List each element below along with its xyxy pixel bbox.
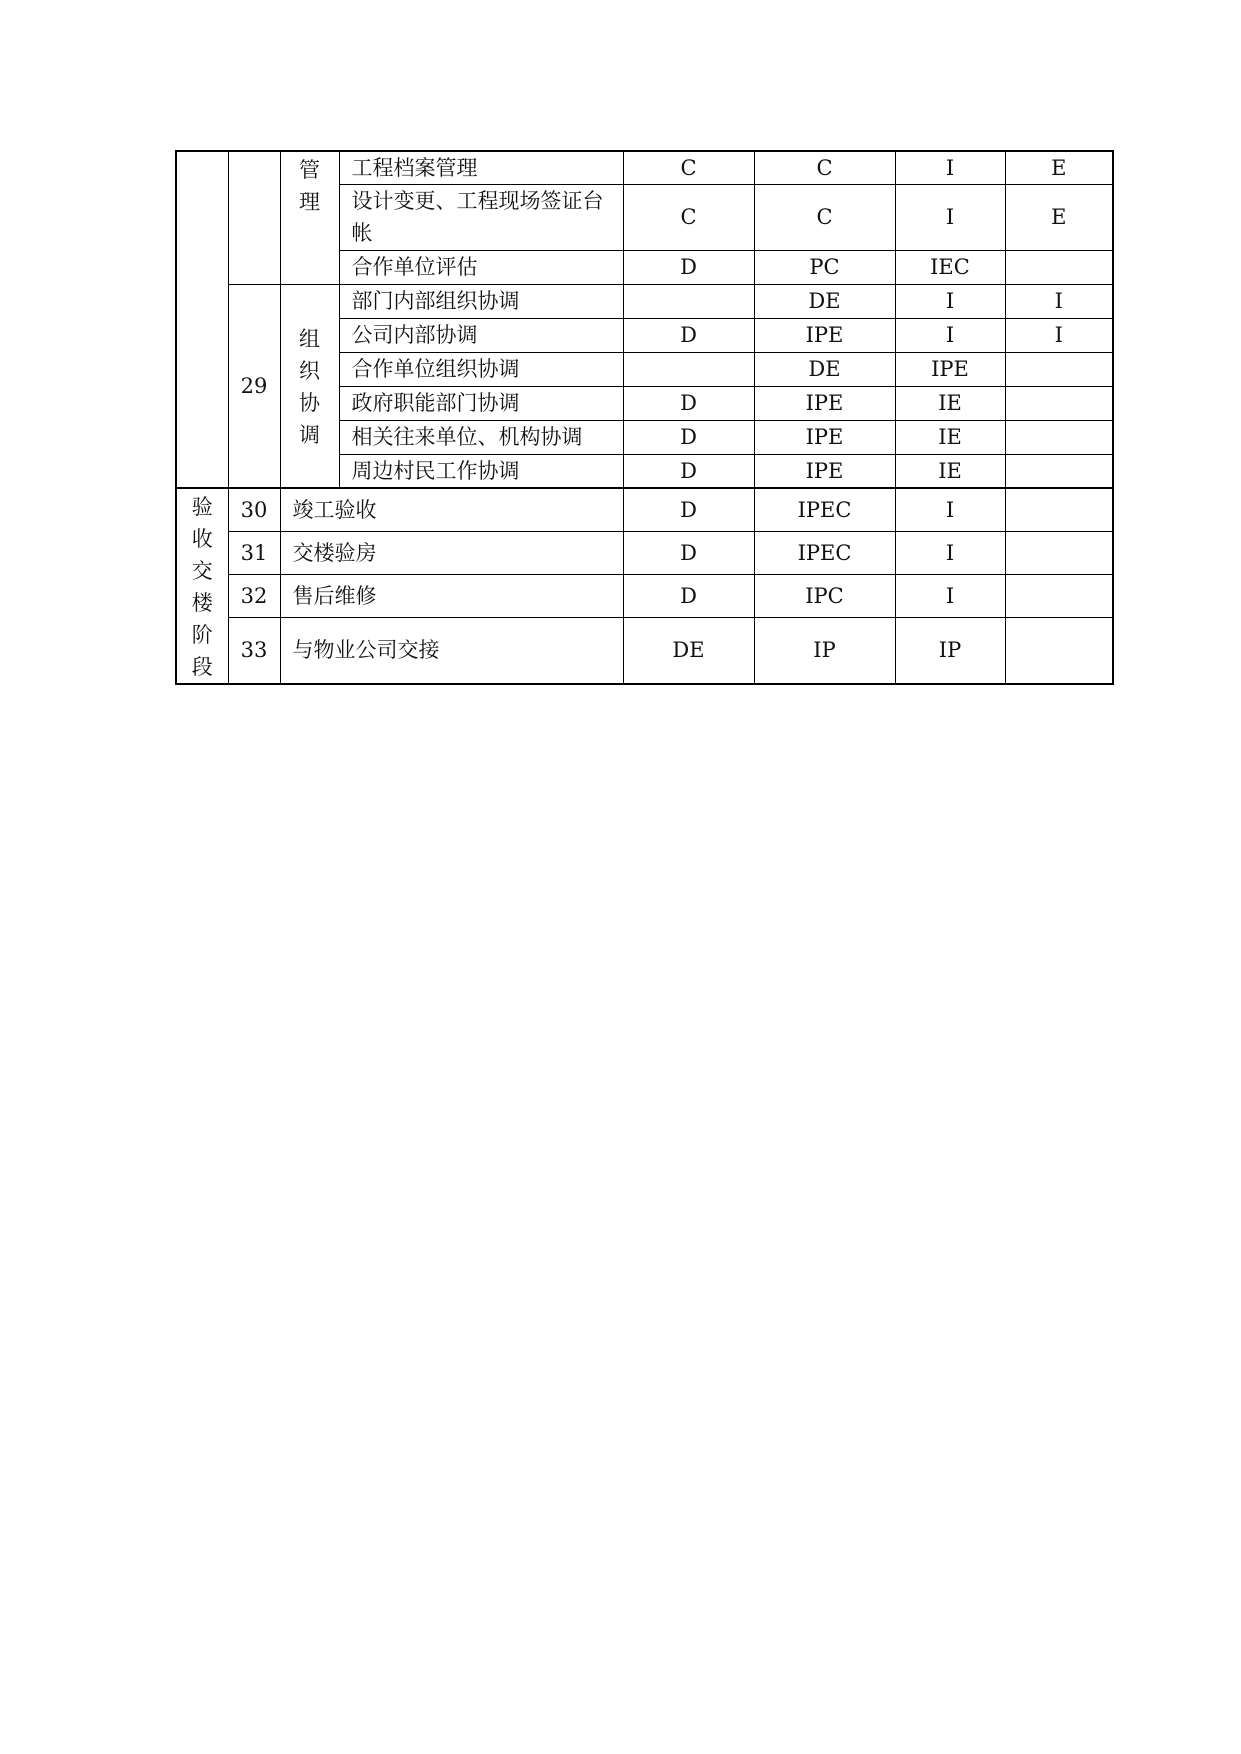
group-label-guanli: 管 理 <box>280 151 339 284</box>
role-cell: IPE <box>895 352 1005 386</box>
table-row <box>176 574 1113 617</box>
role-cell: I <box>895 151 1005 184</box>
task-cell: 合作单位评估 <box>339 250 623 284</box>
role-cell <box>623 284 754 318</box>
role-cell: D <box>623 454 754 488</box>
role-cell: PC <box>754 250 895 284</box>
role-cell: I <box>1005 284 1113 318</box>
role-cell: IP <box>895 617 1005 684</box>
role-cell: C <box>754 184 895 250</box>
role-cell: C <box>623 151 754 184</box>
stage-cell-continued <box>176 151 228 488</box>
role-cell: I <box>1005 318 1113 352</box>
role-cell: D <box>623 318 754 352</box>
role-cell: IE <box>895 420 1005 454</box>
stage-label-yanshou: 验 收 交 楼 阶 段 <box>176 488 228 684</box>
item-number-cell: 33 <box>228 617 280 684</box>
role-cell <box>1005 574 1113 617</box>
table-row <box>176 284 1113 318</box>
task-cell: 合作单位组织协调 <box>339 352 623 386</box>
role-cell <box>1005 352 1113 386</box>
task-cell: 工程档案管理 <box>339 151 623 184</box>
table-row <box>176 617 1113 684</box>
role-cell <box>1005 454 1113 488</box>
task-cell: 售后维修 <box>280 574 623 617</box>
task-cell: 交楼验房 <box>280 531 623 574</box>
role-cell <box>1005 488 1113 531</box>
task-cell: 公司内部协调 <box>339 318 623 352</box>
role-cell: D <box>623 250 754 284</box>
task-cell: 相关往来单位、机构协调 <box>339 420 623 454</box>
role-cell: DE <box>623 617 754 684</box>
role-cell: I <box>895 488 1005 531</box>
role-cell <box>1005 250 1113 284</box>
task-cell: 部门内部组织协调 <box>339 284 623 318</box>
item-number-cell: 32 <box>228 574 280 617</box>
role-cell: IE <box>895 386 1005 420</box>
role-cell: IEC <box>895 250 1005 284</box>
role-cell: IP <box>754 617 895 684</box>
role-cell: D <box>623 420 754 454</box>
role-cell: IPC <box>754 574 895 617</box>
role-cell: E <box>1005 184 1113 250</box>
role-cell: DE <box>754 352 895 386</box>
role-cell: IPEC <box>754 531 895 574</box>
item-number-cell: 30 <box>228 488 280 531</box>
role-cell: I <box>895 184 1005 250</box>
role-cell: IPE <box>754 386 895 420</box>
role-cell: D <box>623 531 754 574</box>
role-cell: I <box>895 531 1005 574</box>
task-cell: 竣工验收 <box>280 488 623 531</box>
role-cell: E <box>1005 151 1113 184</box>
table-row <box>176 488 1113 531</box>
role-cell <box>1005 531 1113 574</box>
role-cell: IPE <box>754 420 895 454</box>
task-cell: 设计变更、工程现场签证台帐 <box>339 184 623 250</box>
role-cell: D <box>623 386 754 420</box>
role-cell <box>1005 386 1113 420</box>
group-label-zuzhi: 组 织 协 调 <box>280 284 339 488</box>
role-cell: IE <box>895 454 1005 488</box>
role-cell: IPEC <box>754 488 895 531</box>
table-row <box>176 151 1113 184</box>
role-cell: IPE <box>754 318 895 352</box>
item-number-cell: 29 <box>228 284 280 488</box>
item-number-cell: 31 <box>228 531 280 574</box>
role-cell: C <box>623 184 754 250</box>
role-cell: D <box>623 574 754 617</box>
task-cell: 政府职能部门协调 <box>339 386 623 420</box>
responsibility-table <box>175 150 1114 685</box>
role-cell: DE <box>754 284 895 318</box>
role-cell <box>1005 617 1113 684</box>
role-cell: D <box>623 488 754 531</box>
role-cell: IPE <box>754 454 895 488</box>
role-cell: I <box>895 574 1005 617</box>
task-cell: 与物业公司交接 <box>280 617 623 684</box>
role-cell: I <box>895 318 1005 352</box>
task-cell: 周边村民工作协调 <box>339 454 623 488</box>
role-cell: C <box>754 151 895 184</box>
item-number-cell <box>228 151 280 284</box>
role-cell: I <box>895 284 1005 318</box>
role-cell <box>623 352 754 386</box>
role-cell <box>1005 420 1113 454</box>
table-row <box>176 531 1113 574</box>
